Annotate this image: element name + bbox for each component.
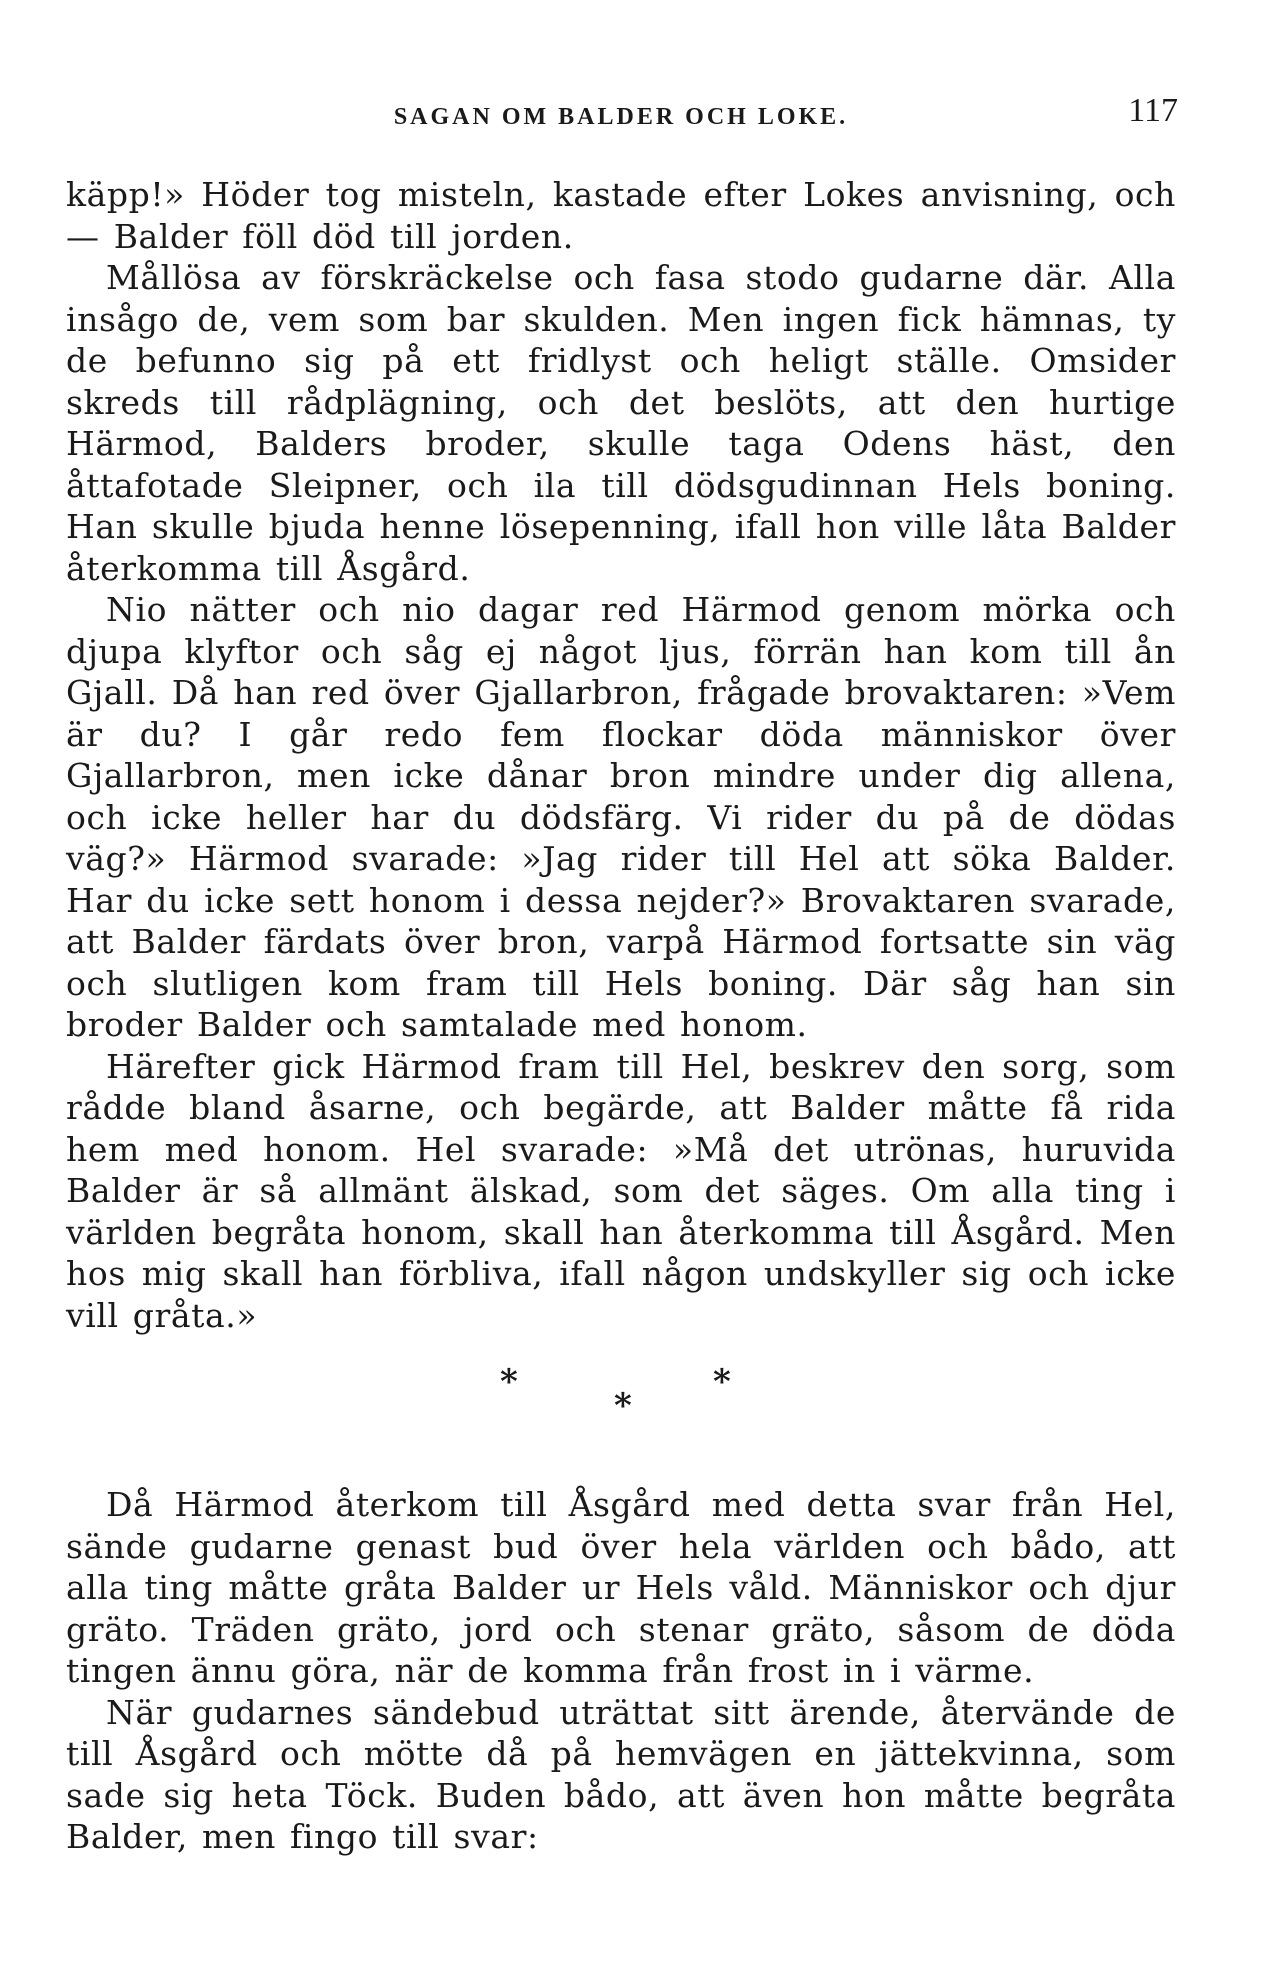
section-break-asterism [66, 1350, 1176, 1460]
paragraph-1: käpp!» Höder tog misteln, kastade efter Lokes anvisning, och — Balder föll död till jorden. [66, 175, 1176, 256]
asterism-star: * [614, 1386, 632, 1426]
book-page [66, 92, 1176, 1858]
running-head [66, 92, 1176, 148]
page-number: 117 [1128, 92, 1178, 129]
asterism-star: * [500, 1362, 518, 1402]
asterism-star: * [713, 1362, 731, 1402]
body-text [66, 174, 1176, 1336]
paragraph-6: När gudarnes sändebud uträttat sitt ärende, återvände de till Åsgård och mötte då på hemvägen en jättekvinna, som sade sig heta Töck. Buden bådo, att även hon måtte begråta Balder, men fingo till svar: [66, 1692, 1176, 1856]
paragraph-4: Härefter gick Härmod fram till Hel, beskrev den sorg, som rådde bland åsarne, och begärde, att Balder måtte få rida hem med honom. Hel svarade: »Må det utrönas, huruvida Balder är så allmänt älskad, som det säges. Om alla ting i världen begråta honom, skall han återkomma till Åsgård. Men hos mig skall han förbliva, ifall någon undskyller sig och icke vill gråta.» [66, 1046, 1176, 1335]
paragraph-5: Då Härmod återkom till Åsgård med detta svar från Hel, sände gudarne genast bud över hela världen och bådo, att alla ting måtte gråta Balder ur Hels våld. Människor och djur gräto. Träden gräto, jord och stenar gräto, såsom de döda tingen ännu göra, när de komma från frost in i värme. [66, 1485, 1176, 1690]
running-title: SAGAN OM BALDER OCH LOKE. [393, 104, 849, 130]
body-text-continued [66, 1484, 1176, 1858]
paragraph-2: Mållösa av förskräckelse och fasa stodo gudarne där. Alla insågo de, vem som bar skulden. Men ingen fick hämnas, ty de befunno sig på ett fridlyst och heligt ställe. Omsider skreds till rådplägning, och det beslöts, att den hurtige Härmod, Balders broder, skulle taga Odens häst, den åttafotade Sleipner, och ila till dödsgudinnan Hels boning. Han skulle bjuda henne lösepenning, ifall hon ville låta Balder återkomma till Åsgård. [66, 258, 1176, 588]
paragraph-3: Nio nätter och nio dagar red Härmod genom mörka och djupa klyftor och såg ej något ljus, förrän han kom till ån Gjall. Då han red över Gjallarbron, frågade brovaktaren: »Vem är du? I går redo fem flockar döda människor över Gjallarbron, men icke dånar bron mindre under dig allena, och icke heller har du dödsfärg. Vi rider du på de dödas väg?» Härmod svarade: »Jag rider till Hel att söka Balder. Har du icke sett honom i dessa nejder?» Brovaktaren svarade, att Balder färdats över bron, varpå Härmod fortsatte sin väg och slutligen kom fram till Hels boning. Där såg han sin broder Balder och samtalade med honom. [66, 590, 1176, 1044]
